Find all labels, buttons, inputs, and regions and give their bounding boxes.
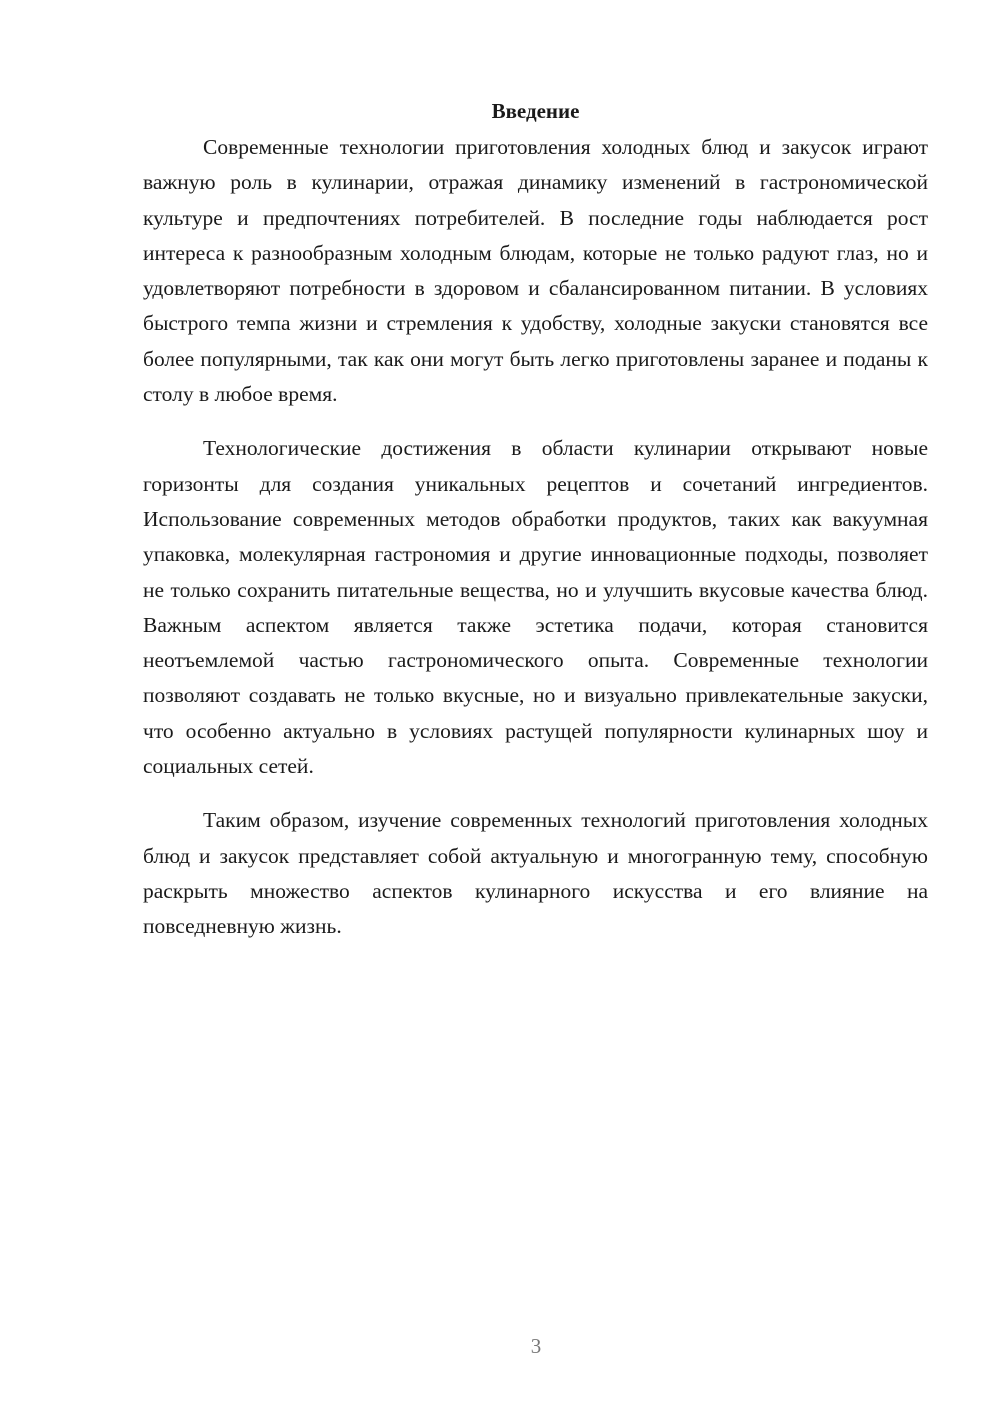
paragraph-3: Таким образом, изучение современных технологий приготовления холодных блюд и закусок представляет собой актуальную и многогранную тему, способную раскрыть множество аспектов кулинарного искусства и его влияние на повседневную жизнь. — [143, 808, 928, 939]
paragraph-1: Современные технологии приготовления холодных блюд и закусок играют важную роль в кулинарии, отражая динамику изменений в гастрономической культуре и предпочтениях потребителей. В последние годы наблюдается рост интереса к разнообразным холодным блюдам, которые не только радуют глаз, но и удовлетворяют потребности в здоровом и сбалансированном питании. В условиях быстрого темпа жизни и стремления к удобству, холодные закуски становятся все более популярными, так как они могут быть легко приготовлены заранее и поданы к столу в любое время. — [143, 135, 928, 407]
document-page — [143, 96, 928, 945]
paragraph-2: Технологические достижения в области кулинарии открывают новые горизонты для создания уникальных рецептов и сочетаний ингредиентов. Использование современных методов обработки продуктов, таких как вакуумная упаковка, молекулярная гастрономия и другие инновационные подходы, позволяет не только сохранить питательные вещества, но и улучшить вкусовые качества блюд. Важным аспектом является также эстетика подачи, которая становится неотъемлемой частью гастрономического опыта. Современные технологии позволяют создавать не только вкусные, но и визуально привлекательные закуски, что особенно актуально в условиях растущей популярности кулинарных шоу и социальных сетей. — [143, 436, 928, 779]
section-heading: Введение — [491, 99, 580, 123]
page-number: 3 — [530, 1334, 542, 1358]
